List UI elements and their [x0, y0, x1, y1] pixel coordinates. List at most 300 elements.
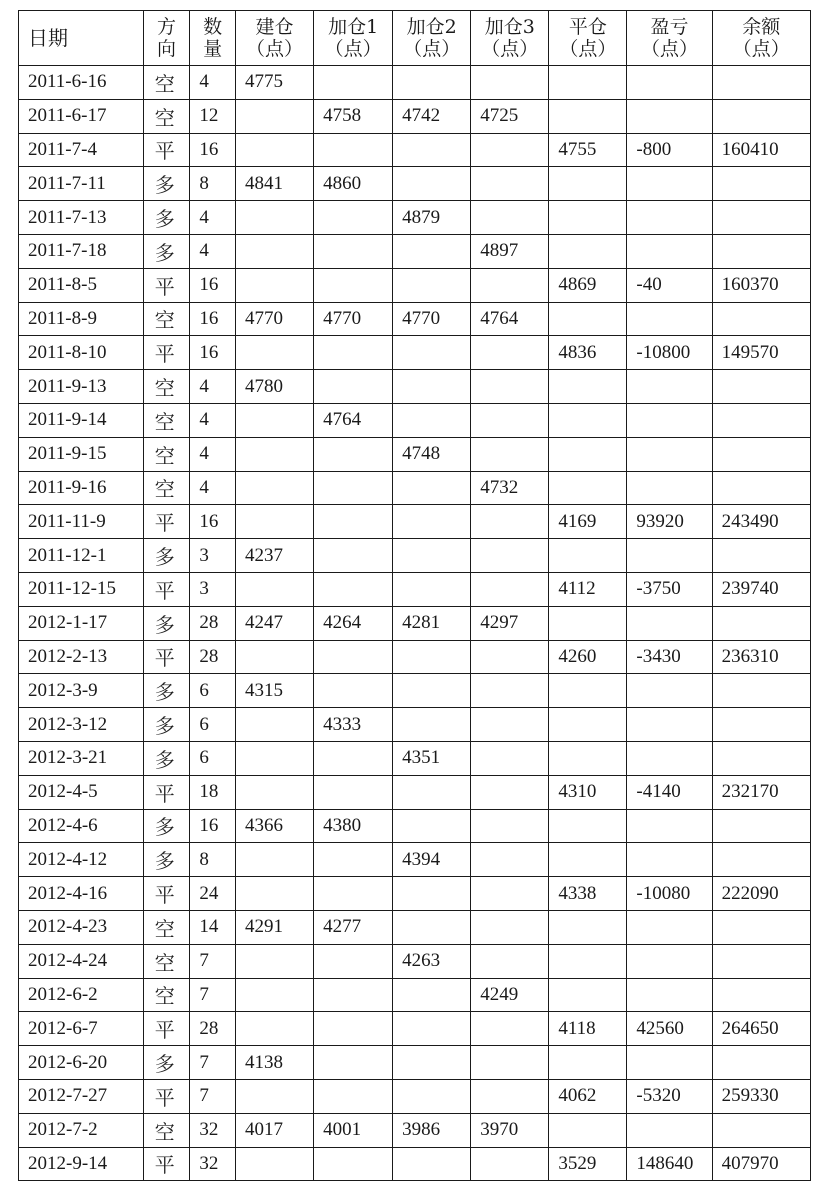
- cell-balance: [712, 539, 810, 573]
- cell-pnl: -10080: [627, 877, 712, 911]
- cell-close: [549, 302, 627, 336]
- cell-add3: [471, 268, 549, 302]
- cell-add3: [471, 572, 549, 606]
- cell-pnl: [627, 370, 712, 404]
- cell-balance: [712, 606, 810, 640]
- cell-add3: [471, 877, 549, 911]
- cell-date: 2012-3-21: [19, 741, 144, 775]
- cell-dir: 空: [143, 66, 190, 100]
- table-row: [19, 1046, 811, 1080]
- cell-close: [549, 1046, 627, 1080]
- cell-balance: [712, 708, 810, 742]
- table-row: [19, 640, 811, 674]
- cell-pnl: [627, 302, 712, 336]
- cell-date: 2012-7-27: [19, 1079, 144, 1113]
- cell-pnl: -3750: [627, 572, 712, 606]
- cell-date: 2011-8-5: [19, 268, 144, 302]
- cell-add3: [471, 910, 549, 944]
- table-row: [19, 336, 811, 370]
- cell-add2: 4748: [393, 437, 471, 471]
- cell-pnl: [627, 1046, 712, 1080]
- cell-add1: [314, 370, 393, 404]
- column-header-line: 数: [203, 16, 223, 38]
- table-row: [19, 606, 811, 640]
- cell-dir: 多: [143, 167, 190, 201]
- cell-close: 4118: [549, 1012, 627, 1046]
- cell-qty: 4: [190, 471, 236, 505]
- cell-pnl: [627, 708, 712, 742]
- cell-open: 4775: [235, 66, 313, 100]
- cell-add3: [471, 1079, 549, 1113]
- cell-dir: 多: [143, 606, 190, 640]
- cell-add1: [314, 66, 393, 100]
- cell-add3: [471, 167, 549, 201]
- cell-add1: [314, 775, 393, 809]
- cell-date: 2012-4-5: [19, 775, 144, 809]
- cell-pnl: 148640: [627, 1147, 712, 1181]
- table-row: [19, 674, 811, 708]
- cell-qty: 16: [190, 336, 236, 370]
- cell-dir: 平: [143, 133, 190, 167]
- cell-add3: [471, 1147, 549, 1181]
- table-row: [19, 302, 811, 336]
- cell-qty: 8: [190, 843, 236, 877]
- table-row: [19, 437, 811, 471]
- cell-add2: [393, 505, 471, 539]
- cell-open: [235, 640, 313, 674]
- cell-open: [235, 978, 313, 1012]
- cell-close: [549, 674, 627, 708]
- cell-date: 2012-9-14: [19, 1147, 144, 1181]
- cell-qty: 7: [190, 978, 236, 1012]
- cell-add1: 4333: [314, 708, 393, 742]
- table-row: [19, 66, 811, 100]
- cell-close: 4112: [549, 572, 627, 606]
- cell-add2: [393, 234, 471, 268]
- cell-date: 2012-4-6: [19, 809, 144, 843]
- cell-qty: 4: [190, 370, 236, 404]
- column-header-line: 平仓: [568, 16, 607, 38]
- cell-qty: 12: [190, 99, 236, 133]
- cell-qty: 4: [190, 201, 236, 235]
- cell-qty: 18: [190, 775, 236, 809]
- table-row: [19, 505, 811, 539]
- cell-close: [549, 944, 627, 978]
- cell-open: [235, 877, 313, 911]
- cell-add1: [314, 640, 393, 674]
- cell-close: [549, 606, 627, 640]
- cell-date: 2012-6-20: [19, 1046, 144, 1080]
- cell-add1: [314, 1147, 393, 1181]
- table-row: [19, 1147, 811, 1181]
- cell-dir: 空: [143, 302, 190, 336]
- table-row: [19, 775, 811, 809]
- cell-open: 4138: [235, 1046, 313, 1080]
- cell-dir: 空: [143, 437, 190, 471]
- cell-close: 4338: [549, 877, 627, 911]
- column-header-line: 加仓2: [406, 16, 457, 38]
- cell-date: 2011-9-15: [19, 437, 144, 471]
- cell-dir: 平: [143, 877, 190, 911]
- cell-date: 2011-6-16: [19, 66, 144, 100]
- cell-add1: 4764: [314, 403, 393, 437]
- cell-qty: 6: [190, 741, 236, 775]
- cell-dir: 空: [143, 99, 190, 133]
- header-row: [19, 11, 811, 66]
- table-header: [19, 11, 811, 66]
- cell-open: [235, 1012, 313, 1046]
- cell-dir: 空: [143, 944, 190, 978]
- cell-add3: 4297: [471, 606, 549, 640]
- cell-close: [549, 99, 627, 133]
- cell-open: [235, 1079, 313, 1113]
- cell-balance: [712, 843, 810, 877]
- cell-balance: [712, 437, 810, 471]
- cell-balance: 239740: [712, 572, 810, 606]
- cell-balance: [712, 1046, 810, 1080]
- cell-close: [549, 910, 627, 944]
- column-header-line: （点）: [732, 38, 790, 60]
- cell-open: [235, 572, 313, 606]
- column-header-line: （点）: [324, 38, 382, 60]
- cell-date: 2012-2-13: [19, 640, 144, 674]
- cell-balance: 259330: [712, 1079, 810, 1113]
- cell-qty: 6: [190, 674, 236, 708]
- cell-add2: 3986: [393, 1113, 471, 1147]
- table-row: [19, 1079, 811, 1113]
- column-header-line: （点）: [640, 38, 698, 60]
- cell-add3: [471, 1012, 549, 1046]
- cell-add1: [314, 741, 393, 775]
- cell-balance: [712, 809, 810, 843]
- cell-pnl: -4140: [627, 775, 712, 809]
- cell-add1: 4860: [314, 167, 393, 201]
- cell-pnl: [627, 910, 712, 944]
- cell-open: [235, 471, 313, 505]
- cell-dir: 平: [143, 1079, 190, 1113]
- cell-add3: [471, 640, 549, 674]
- cell-add2: [393, 268, 471, 302]
- table-row: [19, 978, 811, 1012]
- table-row: [19, 843, 811, 877]
- cell-close: [549, 437, 627, 471]
- cell-balance: [712, 403, 810, 437]
- cell-add1: 4264: [314, 606, 393, 640]
- cell-add2: 4263: [393, 944, 471, 978]
- cell-qty: 16: [190, 809, 236, 843]
- cell-add2: [393, 775, 471, 809]
- cell-dir: 平: [143, 268, 190, 302]
- cell-balance: 149570: [712, 336, 810, 370]
- cell-dir: 多: [143, 201, 190, 235]
- cell-date: 2012-4-23: [19, 910, 144, 944]
- cell-qty: 3: [190, 572, 236, 606]
- cell-pnl: [627, 674, 712, 708]
- cell-add1: [314, 1012, 393, 1046]
- cell-pnl: [627, 66, 712, 100]
- cell-add2: [393, 1147, 471, 1181]
- cell-add3: [471, 133, 549, 167]
- cell-balance: [712, 66, 810, 100]
- cell-balance: [712, 978, 810, 1012]
- cell-add3: [471, 708, 549, 742]
- cell-close: [549, 539, 627, 573]
- cell-qty: 28: [190, 640, 236, 674]
- cell-add1: [314, 505, 393, 539]
- cell-pnl: [627, 99, 712, 133]
- column-header-close: [549, 11, 627, 66]
- column-header-line: （点）: [481, 38, 539, 60]
- column-header-pnl: [627, 11, 712, 66]
- cell-open: 4237: [235, 539, 313, 573]
- cell-dir: 多: [143, 539, 190, 573]
- cell-dir: 平: [143, 572, 190, 606]
- cell-add1: [314, 336, 393, 370]
- cell-open: [235, 741, 313, 775]
- cell-qty: 4: [190, 66, 236, 100]
- cell-open: 4291: [235, 910, 313, 944]
- table-row: [19, 539, 811, 573]
- cell-date: 2012-4-12: [19, 843, 144, 877]
- column-header-open: [235, 11, 313, 66]
- cell-add2: [393, 572, 471, 606]
- cell-close: [549, 978, 627, 1012]
- cell-balance: [712, 944, 810, 978]
- cell-qty: 7: [190, 1046, 236, 1080]
- cell-qty: 8: [190, 167, 236, 201]
- cell-close: 4062: [549, 1079, 627, 1113]
- cell-date: 2011-6-17: [19, 99, 144, 133]
- cell-balance: [712, 471, 810, 505]
- cell-date: 2012-3-12: [19, 708, 144, 742]
- cell-qty: 16: [190, 302, 236, 336]
- table-row: [19, 403, 811, 437]
- cell-add3: [471, 539, 549, 573]
- cell-close: 4260: [549, 640, 627, 674]
- cell-dir: 平: [143, 1147, 190, 1181]
- cell-open: [235, 1147, 313, 1181]
- cell-add3: [471, 1046, 549, 1080]
- cell-balance: [712, 201, 810, 235]
- cell-date: 2011-7-18: [19, 234, 144, 268]
- cell-dir: 空: [143, 978, 190, 1012]
- cell-balance: 236310: [712, 640, 810, 674]
- cell-dir: 多: [143, 1046, 190, 1080]
- cell-add1: [314, 539, 393, 573]
- column-header-add2: [393, 11, 471, 66]
- cell-add2: [393, 1046, 471, 1080]
- column-header-balance: [712, 11, 810, 66]
- cell-balance: [712, 674, 810, 708]
- cell-pnl: [627, 234, 712, 268]
- cell-open: [235, 775, 313, 809]
- cell-add1: [314, 201, 393, 235]
- column-header-line: 加仓1: [328, 16, 379, 38]
- cell-balance: 232170: [712, 775, 810, 809]
- cell-date: 2011-11-9: [19, 505, 144, 539]
- cell-balance: 243490: [712, 505, 810, 539]
- cell-add3: [471, 775, 549, 809]
- cell-add2: 4351: [393, 741, 471, 775]
- cell-close: [549, 403, 627, 437]
- cell-close: [549, 167, 627, 201]
- cell-add2: [393, 877, 471, 911]
- cell-close: 4755: [549, 133, 627, 167]
- cell-pnl: [627, 944, 712, 978]
- cell-add3: [471, 66, 549, 100]
- cell-open: [235, 99, 313, 133]
- cell-open: 4366: [235, 809, 313, 843]
- column-header-line: 加仓3: [484, 16, 535, 38]
- cell-add3: [471, 336, 549, 370]
- cell-pnl: [627, 437, 712, 471]
- cell-date: 2012-4-16: [19, 877, 144, 911]
- cell-add2: [393, 370, 471, 404]
- cell-dir: 多: [143, 843, 190, 877]
- cell-open: [235, 133, 313, 167]
- cell-pnl: -5320: [627, 1079, 712, 1113]
- cell-add1: [314, 437, 393, 471]
- cell-balance: 264650: [712, 1012, 810, 1046]
- cell-add3: [471, 437, 549, 471]
- cell-add3: 4732: [471, 471, 549, 505]
- cell-pnl: -40: [627, 268, 712, 302]
- cell-qty: 24: [190, 877, 236, 911]
- table-row: [19, 741, 811, 775]
- column-header-add3: [471, 11, 549, 66]
- cell-pnl: [627, 539, 712, 573]
- cell-pnl: -3430: [627, 640, 712, 674]
- cell-dir: 平: [143, 505, 190, 539]
- cell-add1: [314, 1046, 393, 1080]
- cell-pnl: [627, 741, 712, 775]
- cell-add1: 4770: [314, 302, 393, 336]
- cell-dir: 平: [143, 775, 190, 809]
- table-row: [19, 809, 811, 843]
- cell-close: [549, 1113, 627, 1147]
- cell-open: [235, 268, 313, 302]
- cell-qty: 6: [190, 708, 236, 742]
- column-header-line: 量: [203, 38, 223, 60]
- cell-qty: 4: [190, 234, 236, 268]
- cell-pnl: [627, 843, 712, 877]
- cell-add3: 4897: [471, 234, 549, 268]
- cell-add2: 4770: [393, 302, 471, 336]
- cell-open: [235, 403, 313, 437]
- column-header-line: （点）: [559, 38, 617, 60]
- cell-add2: [393, 336, 471, 370]
- cell-add3: [471, 809, 549, 843]
- cell-qty: 4: [190, 437, 236, 471]
- cell-balance: [712, 741, 810, 775]
- cell-balance: 160410: [712, 133, 810, 167]
- cell-pnl: [627, 1113, 712, 1147]
- cell-open: 4247: [235, 606, 313, 640]
- cell-pnl: [627, 978, 712, 1012]
- cell-dir: 平: [143, 640, 190, 674]
- cell-add2: [393, 539, 471, 573]
- cell-close: [549, 843, 627, 877]
- column-header-line: 建仓: [255, 16, 294, 38]
- cell-open: [235, 944, 313, 978]
- cell-close: 4310: [549, 775, 627, 809]
- cell-add2: [393, 1012, 471, 1046]
- cell-dir: 空: [143, 910, 190, 944]
- cell-balance: [712, 167, 810, 201]
- cell-add2: [393, 167, 471, 201]
- cell-add1: 4001: [314, 1113, 393, 1147]
- cell-add1: [314, 1079, 393, 1113]
- cell-qty: 16: [190, 133, 236, 167]
- cell-close: 4836: [549, 336, 627, 370]
- cell-add1: [314, 268, 393, 302]
- cell-add2: 4742: [393, 99, 471, 133]
- cell-open: 4017: [235, 1113, 313, 1147]
- column-header-qty: [190, 11, 236, 66]
- cell-close: [549, 66, 627, 100]
- cell-close: [549, 708, 627, 742]
- cell-close: [549, 201, 627, 235]
- cell-date: 2012-1-17: [19, 606, 144, 640]
- cell-pnl: -800: [627, 133, 712, 167]
- cell-add1: 4380: [314, 809, 393, 843]
- table-row: [19, 877, 811, 911]
- cell-date: 2011-12-15: [19, 572, 144, 606]
- cell-pnl: 93920: [627, 505, 712, 539]
- cell-balance: 407970: [712, 1147, 810, 1181]
- cell-date: 2011-12-1: [19, 539, 144, 573]
- cell-add1: [314, 978, 393, 1012]
- cell-qty: 28: [190, 606, 236, 640]
- cell-pnl: [627, 606, 712, 640]
- cell-add1: 4758: [314, 99, 393, 133]
- cell-open: 4770: [235, 302, 313, 336]
- cell-qty: 14: [190, 910, 236, 944]
- cell-add3: [471, 505, 549, 539]
- cell-qty: 3: [190, 539, 236, 573]
- cell-close: [549, 370, 627, 404]
- cell-date: 2012-3-9: [19, 674, 144, 708]
- cell-open: [235, 201, 313, 235]
- table-row: [19, 167, 811, 201]
- cell-dir: 多: [143, 674, 190, 708]
- cell-open: [235, 505, 313, 539]
- cell-open: 4780: [235, 370, 313, 404]
- cell-dir: 多: [143, 234, 190, 268]
- cell-qty: 32: [190, 1147, 236, 1181]
- cell-add2: [393, 978, 471, 1012]
- column-header-line: 方: [157, 16, 177, 38]
- cell-add2: 4394: [393, 843, 471, 877]
- cell-open: [235, 437, 313, 471]
- cell-qty: 28: [190, 1012, 236, 1046]
- column-header-line: 向: [157, 38, 177, 60]
- table-row: [19, 133, 811, 167]
- cell-add3: 4725: [471, 99, 549, 133]
- column-header-line: （点）: [403, 38, 461, 60]
- cell-dir: 平: [143, 336, 190, 370]
- cell-close: [549, 471, 627, 505]
- cell-add3: 3970: [471, 1113, 549, 1147]
- table-row: [19, 268, 811, 302]
- cell-pnl: [627, 201, 712, 235]
- cell-dir: 空: [143, 370, 190, 404]
- cell-add3: [471, 674, 549, 708]
- cell-open: 4841: [235, 167, 313, 201]
- cell-date: 2011-8-10: [19, 336, 144, 370]
- cell-dir: 多: [143, 809, 190, 843]
- cell-add2: [393, 640, 471, 674]
